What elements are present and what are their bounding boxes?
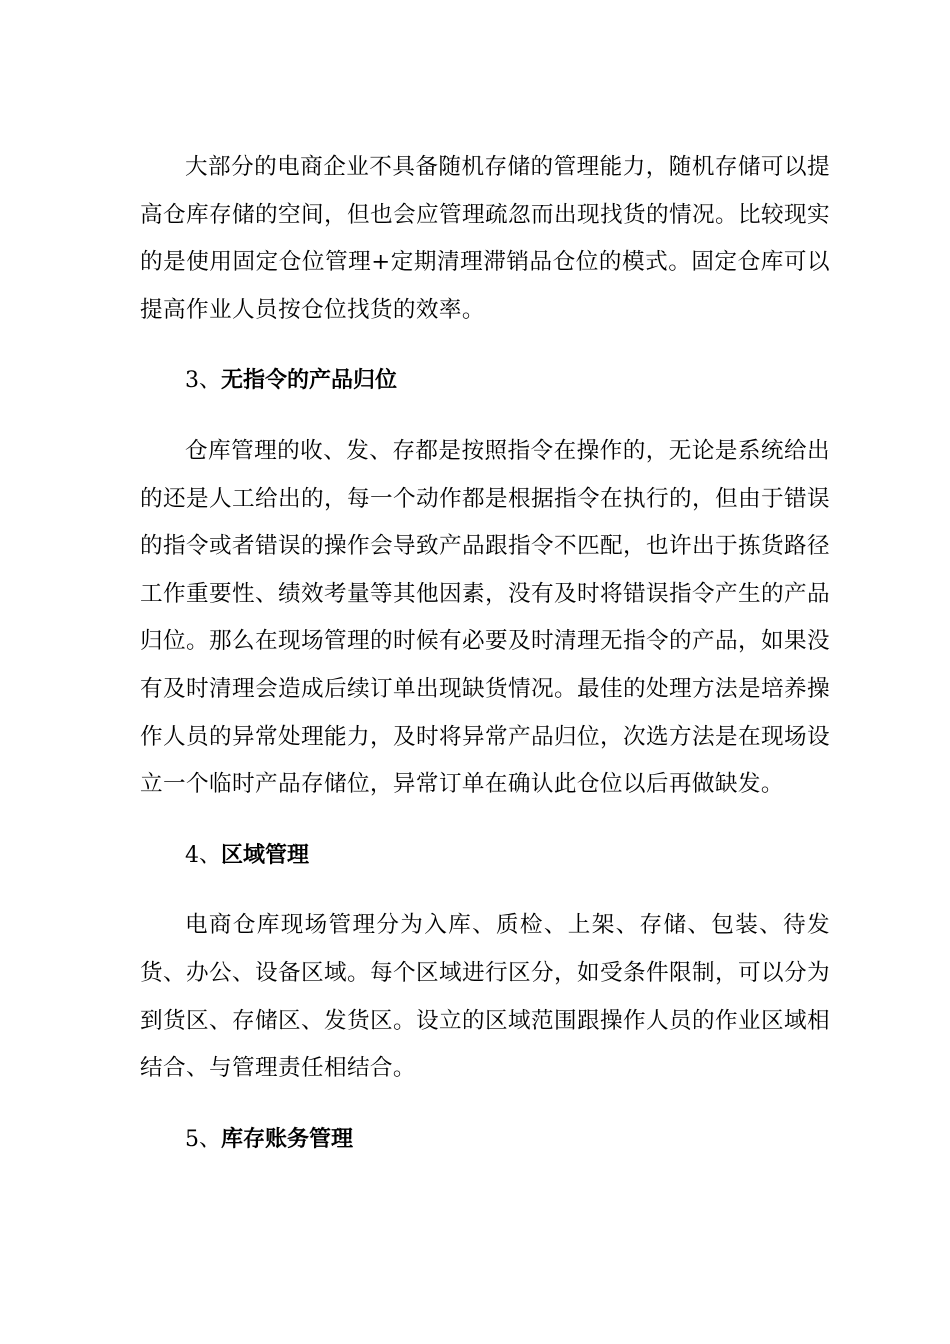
- section-number: 5、: [185, 1126, 221, 1152]
- section-number: 4、: [185, 842, 221, 868]
- section-number: 3、: [185, 368, 221, 394]
- section-heading-3: [140, 357, 830, 405]
- document-body: [140, 144, 830, 1163]
- section-heading-5: [140, 1116, 830, 1164]
- paragraph-zone-management: 电商仓库现场管理分为入库、质检、上架、存储、包装、待发货、办公、设备区域。每个区域进行区分，如受条件限制，可以分为到货区、存储区、发货区。设立的区域范围跟操作人员的作业区域相结合、与管理责任相结合。: [140, 912, 830, 1082]
- section-heading-4: [140, 832, 830, 880]
- section-title: 无指令的产品归位: [221, 368, 398, 394]
- paragraph-random-storage: 大部分的电商企业不具备随机存储的管理能力，随机存储可以提高仓库存储的空间，但也会应管理疏忽而出现找货的情况。比较现实的是使用固定仓位管理+定期清理滞销品仓位的模式。固定仓库可以提高作业人员按仓位找货的效率。: [140, 154, 830, 323]
- section-title: 库存账务管理: [221, 1126, 354, 1152]
- section-title: 区域管理: [221, 842, 310, 868]
- paragraph-product-return: 仓库管理的收、发、存都是按照指令在操作的，无论是系统给出的还是人工给出的，每一个动作都是根据指令在执行的，但由于错误的指令或者错误的操作会导致产品跟指令不匹配，也许出于拣货路径工作重要性、绩效考量等其他因素，没有及时将错误指令产生的产品归位。那么在现场管理的时候有必要及时清理无指令的产品，如果没有及时清理会造成后续订单出现缺货情况。最佳的处理方法是培养操作人员的异常处理能力，及时将异常产品归位，次选方法是在现场设立一个临时产品存储位，异常订单在确认此仓位以后再做缺发。: [140, 437, 830, 798]
